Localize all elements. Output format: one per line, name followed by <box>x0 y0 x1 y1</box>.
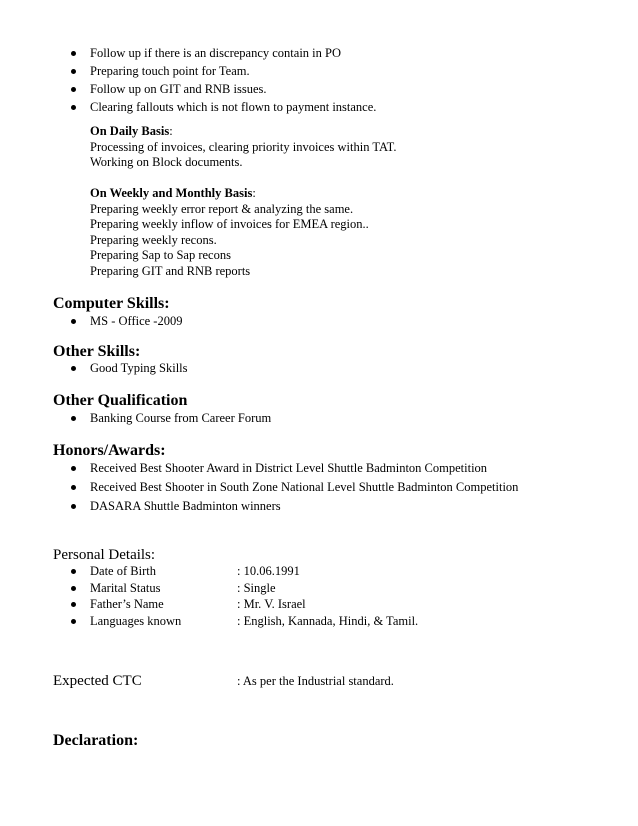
bullet-icon <box>71 586 76 591</box>
weekly-line: Preparing Sap to Sap recons <box>90 248 231 263</box>
expected-ctc-value: : As per the Industrial standard. <box>237 674 394 688</box>
other-qualification-heading: Other Qualification <box>53 392 188 409</box>
bullet-icon <box>71 504 76 509</box>
declaration-heading: Declaration: <box>53 732 139 749</box>
bullet-icon <box>71 485 76 490</box>
daily-basis-block <box>90 124 396 171</box>
bullet-icon <box>71 602 76 607</box>
bullet-icon <box>71 416 76 421</box>
honors-heading: Honors/Awards: <box>53 442 166 459</box>
other-skills-heading: Other Skills: <box>53 343 141 360</box>
bullet-icon <box>71 105 76 110</box>
expected-ctc-label: Expected CTC <box>53 673 142 689</box>
bullet-icon <box>71 69 76 74</box>
daily-line: Working on Block documents. <box>90 155 243 170</box>
bullet-icon <box>71 366 76 371</box>
weekly-line: Preparing weekly error report & analyzing the same. <box>90 201 354 216</box>
bullet-icon <box>71 466 76 471</box>
weekly-basis-heading: On Weekly and Monthly Basis: <box>90 186 256 200</box>
computer-skills-heading: Computer Skills: <box>53 295 170 312</box>
weekly-line: Preparing GIT and RNB reports <box>90 263 251 278</box>
bullet-icon <box>71 319 76 324</box>
bullet-icon <box>71 569 76 574</box>
bullet-icon <box>71 619 76 624</box>
daily-line: Processing of invoices, clearing priority invoices within TAT. <box>90 139 397 154</box>
weekly-basis-block <box>90 186 369 280</box>
bullet-icon <box>71 87 76 92</box>
resume-page: Follow up if there is an discrepancy contain in PO Preparing touch point for Team. Follow up on GIT and RNB issues. Clearing fallouts which is not flown to payment instance. On Daily Basis: Processing of invoices, clearing priority invoices within TAT. Working on Block documents. On Weekly and Monthly Basis: Preparing weekly error report & analyzing the same. Preparing weekly inflow of invoices for EMEA region.. Preparing weekly recons. Preparing Sap to Sap recons Preparing GIT and RNB reports Computer Skills: MS - Office -2009 Other Skills: Good Typing Skills Other Qualification Banking Course from Career Forum Honors/Awards: Received Best Shooter Award in District Level Shuttle Badminton Competition Received Best Shooter in South Zone National Level Shuttle Badminton Competition DASARA Shuttle Badminton winners Personal Details: Date of Birth : 10.06.1991 Marital Status : Single Father’s Name : Mr. V. Israel Languages known : English, Kannada, Hindi, & Tamil. Expected CTC : As per the Industrial standard. Declaration: <box>53 46 519 749</box>
weekly-line: Preparing weekly recons. <box>90 232 217 247</box>
personal-details-heading: Personal Details: <box>53 547 156 563</box>
bullet-icon <box>71 51 76 56</box>
daily-basis-heading: On Daily Basis: <box>90 124 173 138</box>
weekly-line: Preparing weekly inflow of invoices for EMEA region.. <box>90 217 369 232</box>
